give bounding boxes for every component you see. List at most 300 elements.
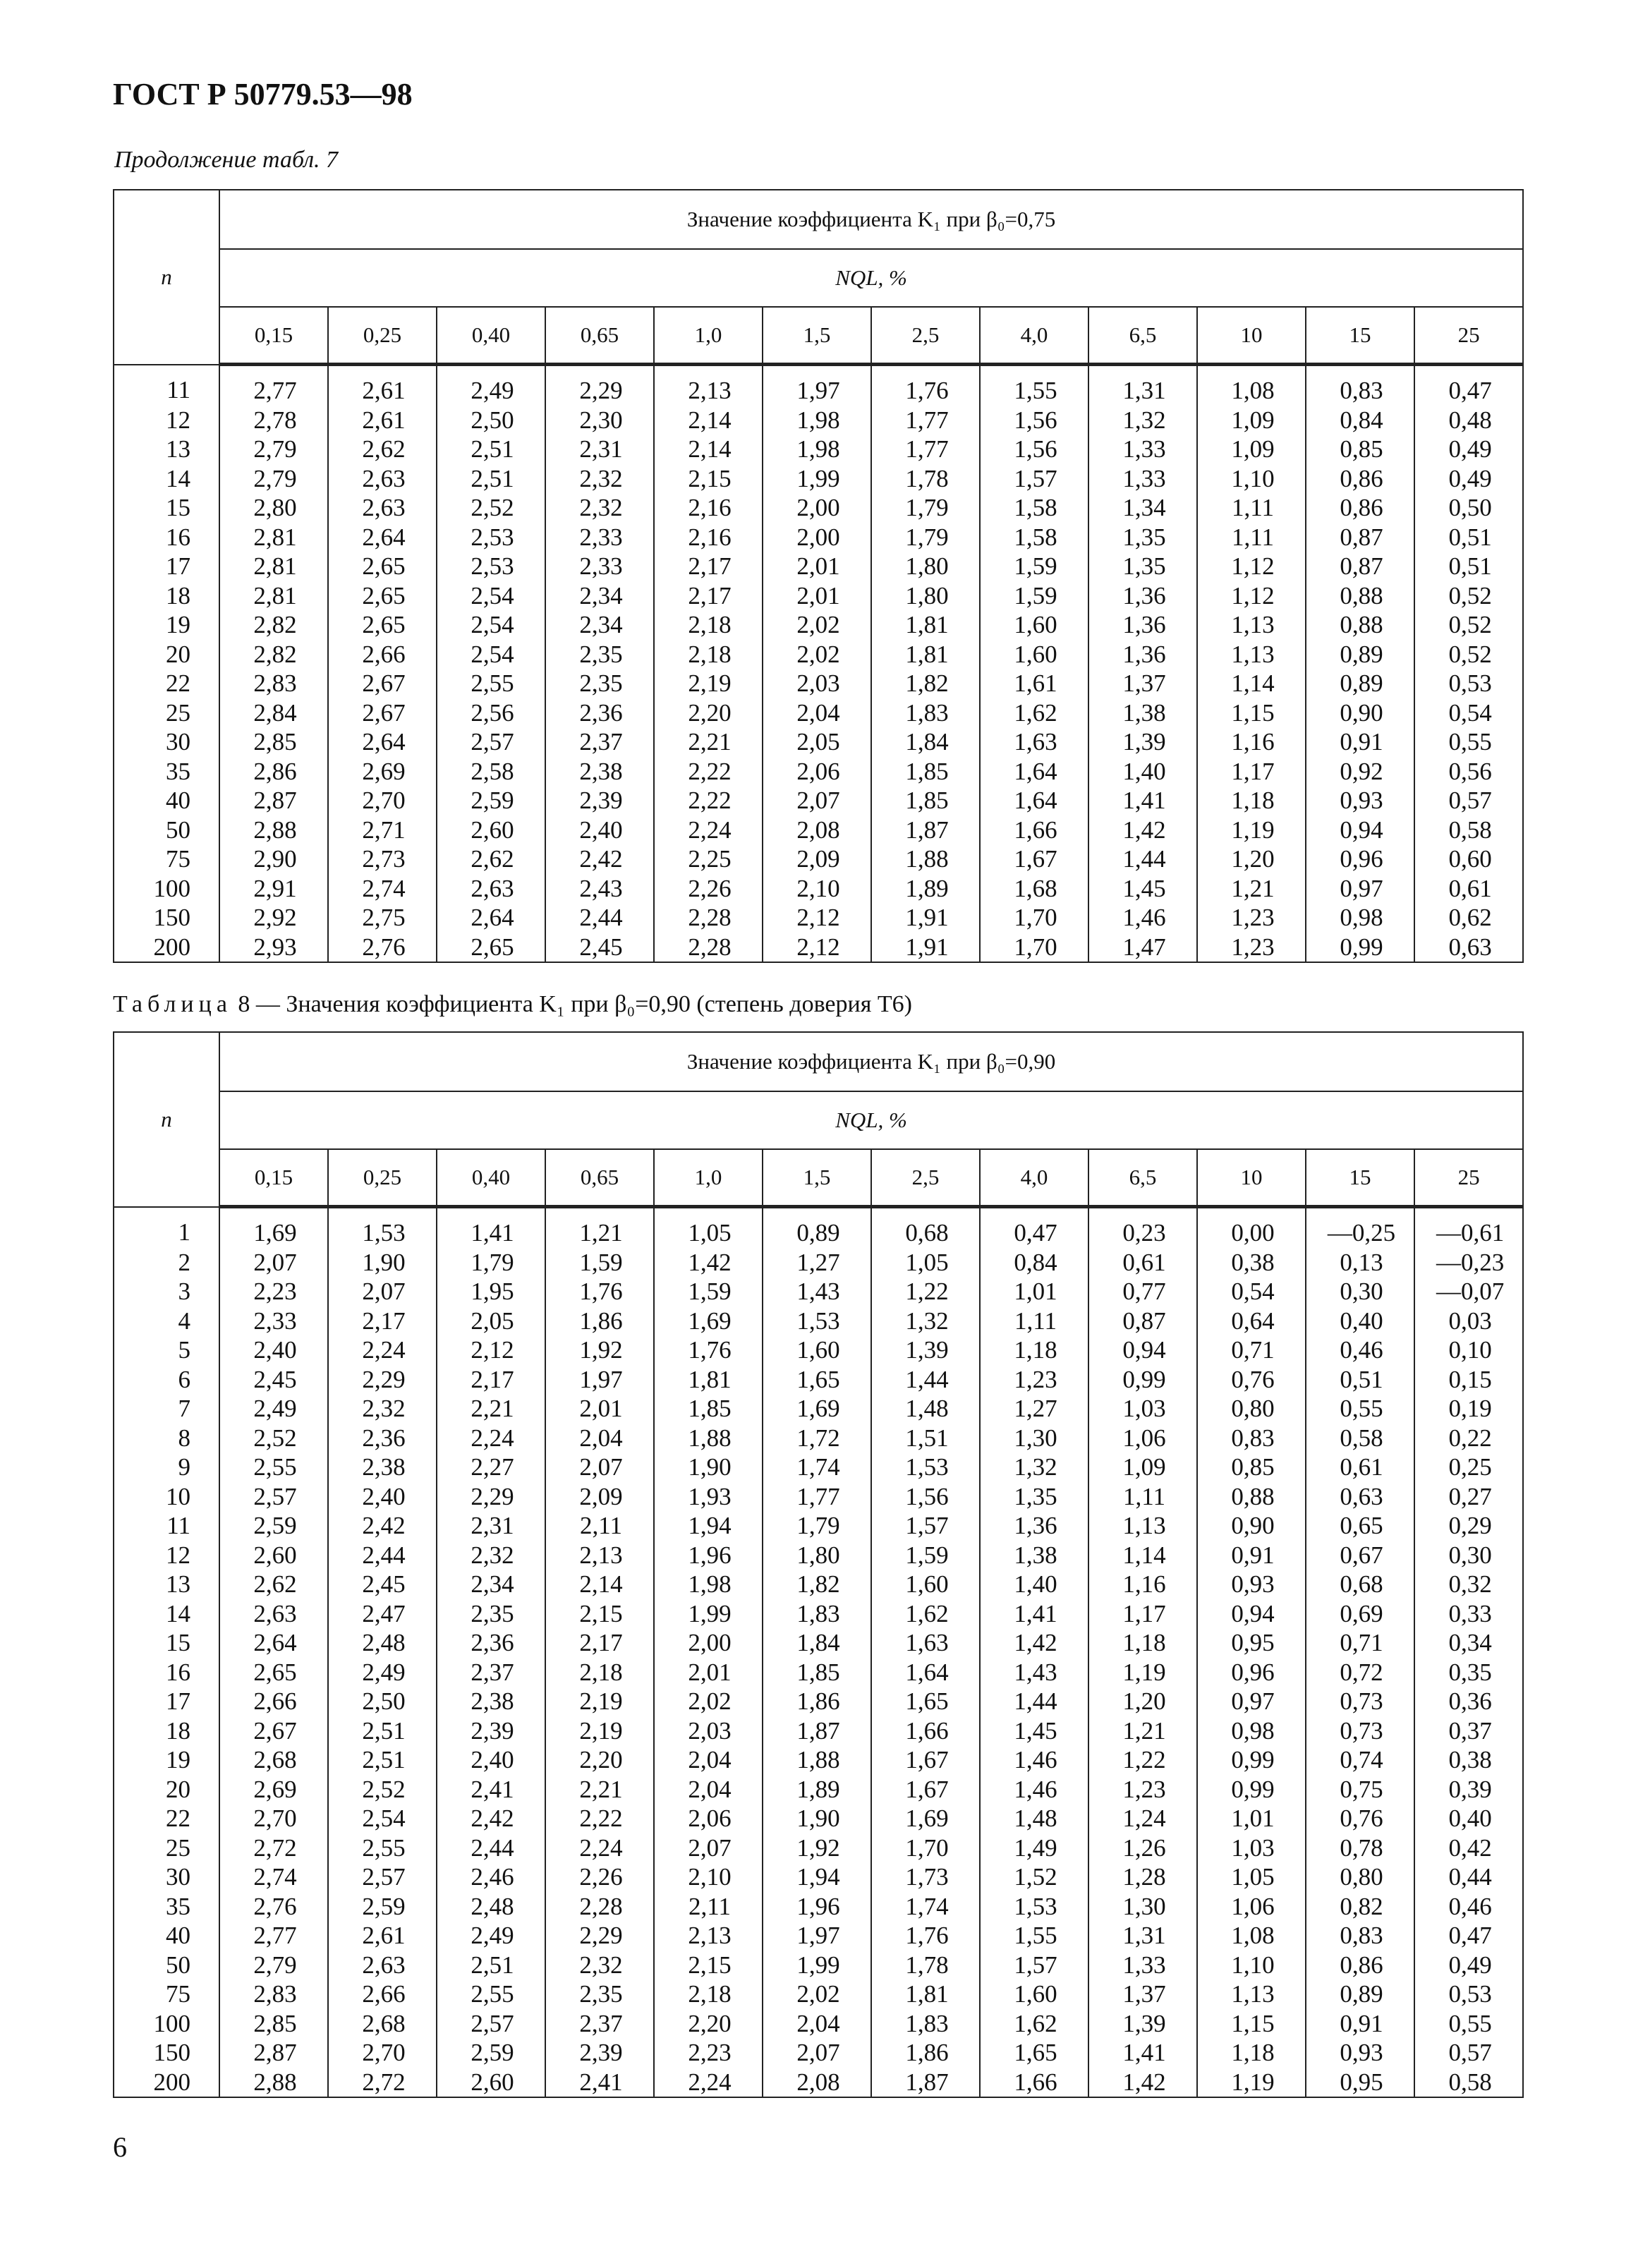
value-cell: 1,83: [871, 698, 980, 728]
value-cell: 2,07: [763, 786, 871, 815]
value-cell: 2,13: [545, 1541, 654, 1570]
value-cell: 1,56: [980, 406, 1088, 435]
value-cell: 2,18: [654, 640, 763, 669]
value-cell: 1,95: [437, 1277, 545, 1306]
value-cell: 1,16: [1197, 727, 1306, 757]
table-8: [113, 1031, 1524, 2098]
value-cell: 2,57: [328, 1862, 437, 1892]
value-cell: 1,19: [1088, 1658, 1197, 1687]
row-n-cell: 16: [114, 1658, 219, 1687]
row-n-cell: 3: [114, 1277, 219, 1306]
value-cell: 0,94: [1306, 815, 1414, 845]
row-n-cell: 16: [114, 523, 219, 552]
value-cell: 1,83: [763, 1599, 871, 1629]
value-cell: 2,11: [654, 1892, 763, 1922]
value-cell: 0,40: [1306, 1306, 1414, 1336]
value-cell: 0,95: [1306, 2068, 1414, 2098]
value-cell: 1,33: [1088, 435, 1197, 464]
value-cell: 2,83: [219, 1979, 328, 2009]
row-n-cell: 5: [114, 1335, 219, 1365]
table-row: [114, 1277, 1523, 1306]
value-cell: 2,15: [654, 1951, 763, 1980]
value-cell: 2,65: [219, 1658, 328, 1687]
value-cell: 1,36: [980, 1511, 1088, 1541]
value-cell: 2,50: [328, 1687, 437, 1716]
value-cell: 2,66: [328, 1979, 437, 2009]
value-cell: 2,17: [328, 1306, 437, 1336]
value-cell: 2,27: [437, 1453, 545, 1482]
value-cell: 0,19: [1414, 1394, 1523, 1424]
value-cell: 1,40: [980, 1570, 1088, 1599]
value-cell: 0,58: [1306, 1424, 1414, 1453]
value-cell: 2,33: [545, 523, 654, 552]
value-cell: 1,76: [654, 1335, 763, 1365]
value-cell: 1,57: [871, 1511, 980, 1541]
value-cell: 1,14: [1088, 1541, 1197, 1570]
value-cell: 1,63: [871, 1628, 980, 1658]
table-row: [114, 727, 1523, 757]
value-cell: 2,07: [545, 1453, 654, 1482]
table-row: [114, 1335, 1523, 1365]
column-header-nql: 2,5: [871, 307, 980, 365]
value-cell: 2,06: [654, 1804, 763, 1833]
value-cell: 2,18: [545, 1658, 654, 1687]
value-cell: 1,32: [871, 1306, 980, 1336]
value-cell: 1,97: [763, 365, 871, 406]
value-cell: 1,93: [654, 1482, 763, 1512]
value-cell: 0,97: [1197, 1687, 1306, 1716]
value-cell: 2,35: [545, 640, 654, 669]
value-cell: 2,22: [654, 757, 763, 787]
value-cell: 0,00: [1197, 1207, 1306, 1248]
value-cell: 1,11: [980, 1306, 1088, 1336]
value-cell: 2,32: [545, 1951, 654, 1980]
value-cell: 0,89: [763, 1207, 871, 1248]
value-cell: 2,17: [654, 581, 763, 611]
value-cell: 2,40: [328, 1482, 437, 1512]
row-n-cell: 100: [114, 2009, 219, 2039]
value-cell: 1,80: [763, 1541, 871, 1570]
value-cell: 1,79: [871, 523, 980, 552]
row-n-cell: 15: [114, 493, 219, 523]
value-cell: 1,09: [1088, 1453, 1197, 1482]
value-cell: 1,78: [871, 464, 980, 494]
value-cell: 1,72: [763, 1424, 871, 1453]
column-header-nql: 0,65: [545, 1149, 654, 1207]
value-cell: 2,57: [219, 1482, 328, 1512]
row-n-cell: 25: [114, 1833, 219, 1863]
value-cell: 2,71: [328, 815, 437, 845]
table-row: [114, 1248, 1523, 1278]
value-cell: 2,76: [219, 1892, 328, 1922]
value-cell: 2,73: [328, 844, 437, 874]
value-cell: 1,67: [980, 844, 1088, 874]
value-cell: 2,25: [654, 844, 763, 874]
value-cell: 2,24: [654, 2068, 763, 2098]
value-cell: 1,69: [763, 1394, 871, 1424]
value-cell: 2,04: [545, 1424, 654, 1453]
value-cell: 1,41: [437, 1207, 545, 1248]
value-cell: 2,53: [437, 523, 545, 552]
value-cell: 1,70: [980, 903, 1088, 933]
table-row: [114, 815, 1523, 845]
value-cell: 0,94: [1088, 1335, 1197, 1365]
value-cell: 2,93: [219, 933, 328, 963]
value-cell: 2,64: [219, 1628, 328, 1658]
value-cell: 0,61: [1414, 874, 1523, 904]
value-cell: 1,53: [763, 1306, 871, 1336]
row-n-cell: 200: [114, 933, 219, 963]
value-cell: 2,05: [437, 1306, 545, 1336]
value-cell: 1,96: [763, 1892, 871, 1922]
value-cell: 2,22: [545, 1804, 654, 1833]
value-cell: 2,87: [219, 2038, 328, 2068]
column-header-nql: 0,40: [437, 1149, 545, 1207]
value-cell: 1,77: [871, 435, 980, 464]
value-cell: 2,90: [219, 844, 328, 874]
row-n-cell: 22: [114, 669, 219, 698]
value-cell: 1,70: [871, 1833, 980, 1863]
value-cell: 1,67: [871, 1745, 980, 1775]
value-cell: 1,10: [1197, 464, 1306, 494]
value-cell: 0,91: [1306, 727, 1414, 757]
value-cell: 0,83: [1306, 365, 1414, 406]
value-cell: 1,97: [763, 1921, 871, 1951]
value-cell: 2,38: [437, 1687, 545, 1716]
value-cell: 1,98: [654, 1570, 763, 1599]
value-cell: 2,70: [328, 786, 437, 815]
value-cell: 0,90: [1306, 698, 1414, 728]
row-n-cell: 14: [114, 464, 219, 494]
value-cell: 1,69: [871, 1804, 980, 1833]
value-cell: 2,53: [437, 552, 545, 581]
value-cell: 1,55: [980, 1921, 1088, 1951]
value-cell: 1,96: [654, 1541, 763, 1570]
value-cell: 2,33: [545, 552, 654, 581]
row-n-cell: 100: [114, 874, 219, 904]
value-cell: 1,53: [980, 1892, 1088, 1922]
value-cell: 1,88: [763, 1745, 871, 1775]
value-cell: 0,71: [1197, 1335, 1306, 1365]
value-cell: 0,99: [1197, 1745, 1306, 1775]
value-cell: 1,30: [980, 1424, 1088, 1453]
value-cell: 1,34: [1088, 493, 1197, 523]
value-cell: 2,49: [219, 1394, 328, 1424]
value-cell: 1,36: [1088, 610, 1197, 640]
value-cell: 0,78: [1306, 1833, 1414, 1863]
value-cell: 2,62: [219, 1570, 328, 1599]
value-cell: 2,59: [328, 1892, 437, 1922]
column-headers-row: [114, 1149, 1523, 1207]
table-row: [114, 1658, 1523, 1687]
value-cell: 2,56: [437, 698, 545, 728]
value-cell: 2,26: [545, 1862, 654, 1892]
column-header-nql: 4,0: [980, 307, 1088, 365]
value-cell: 2,38: [545, 757, 654, 787]
column-header-nql: 25: [1414, 1149, 1523, 1207]
value-cell: 0,64: [1197, 1306, 1306, 1336]
value-cell: 2,22: [654, 786, 763, 815]
value-cell: 0,30: [1414, 1541, 1523, 1570]
value-cell: 0,71: [1306, 1628, 1414, 1658]
value-cell: 1,81: [871, 610, 980, 640]
value-cell: 2,29: [328, 1365, 437, 1395]
value-cell: 1,84: [763, 1628, 871, 1658]
value-cell: 2,26: [654, 874, 763, 904]
value-cell: 2,81: [219, 523, 328, 552]
value-cell: 2,60: [437, 2068, 545, 2098]
value-cell: 2,35: [545, 669, 654, 698]
table-row: [114, 1892, 1523, 1922]
value-cell: 0,30: [1306, 1277, 1414, 1306]
column-header-nql: 6,5: [1088, 1149, 1197, 1207]
value-cell: 1,39: [1088, 2009, 1197, 2039]
value-cell: 2,64: [328, 523, 437, 552]
value-cell: 1,64: [980, 786, 1088, 815]
value-cell: 0,85: [1197, 1453, 1306, 1482]
value-cell: 1,65: [763, 1365, 871, 1395]
table-row: [114, 1482, 1523, 1512]
value-cell: 2,18: [654, 1979, 763, 2009]
table-7-continuation: [113, 189, 1524, 963]
row-n-cell: 40: [114, 786, 219, 815]
value-cell: 1,67: [871, 1775, 980, 1805]
value-cell: 0,86: [1306, 1951, 1414, 1980]
row-n-cell: 150: [114, 903, 219, 933]
value-cell: 2,55: [437, 669, 545, 698]
value-cell: 2,79: [219, 435, 328, 464]
value-cell: 1,08: [1197, 365, 1306, 406]
value-cell: 2,39: [437, 1716, 545, 1746]
row-n-cell: 75: [114, 844, 219, 874]
value-cell: 2,51: [328, 1745, 437, 1775]
table-row: [114, 464, 1523, 494]
value-cell: 1,23: [1197, 933, 1306, 963]
value-cell: 1,15: [1197, 698, 1306, 728]
value-cell: 0,37: [1414, 1716, 1523, 1746]
value-cell: 2,52: [437, 493, 545, 523]
value-cell: 0,74: [1306, 1745, 1414, 1775]
row-n-cell: 14: [114, 1599, 219, 1629]
value-cell: 1,05: [654, 1207, 763, 1248]
value-cell: 0,52: [1414, 610, 1523, 640]
value-cell: 2,07: [219, 1248, 328, 1278]
column-header-nql: 0,15: [219, 1149, 328, 1207]
value-cell: 0,68: [871, 1207, 980, 1248]
row-n-cell: 19: [114, 1745, 219, 1775]
value-cell: 0,50: [1414, 493, 1523, 523]
value-cell: 0,77: [1088, 1277, 1197, 1306]
value-cell: 0,73: [1306, 1687, 1414, 1716]
value-cell: 2,39: [545, 786, 654, 815]
value-cell: 2,14: [654, 435, 763, 464]
table-row: [114, 435, 1523, 464]
column-header-nql: 0,65: [545, 307, 654, 365]
value-cell: 2,35: [437, 1599, 545, 1629]
value-cell: 0,91: [1306, 2009, 1414, 2039]
value-cell: 1,90: [328, 1248, 437, 1278]
value-cell: 2,83: [219, 669, 328, 698]
value-cell: 0,91: [1197, 1541, 1306, 1570]
row-n-cell: 50: [114, 815, 219, 845]
value-cell: 1,46: [980, 1745, 1088, 1775]
value-cell: 2,14: [654, 406, 763, 435]
value-cell: 2,07: [654, 1833, 763, 1863]
value-cell: 2,38: [328, 1453, 437, 1482]
value-cell: 2,44: [437, 1833, 545, 1863]
value-cell: 1,06: [1197, 1892, 1306, 1922]
value-cell: 0,93: [1197, 1570, 1306, 1599]
value-cell: 2,04: [763, 698, 871, 728]
value-cell: 2,21: [545, 1775, 654, 1805]
row-n-cell: 10: [114, 1482, 219, 1512]
value-cell: 2,04: [654, 1775, 763, 1805]
value-cell: 1,92: [545, 1335, 654, 1365]
value-cell: 0,88: [1197, 1482, 1306, 1512]
table-row: [114, 2068, 1523, 2098]
row-n-cell: 4: [114, 1306, 219, 1336]
table-row: [114, 669, 1523, 698]
value-cell: 1,53: [871, 1453, 980, 1482]
value-cell: 2,05: [763, 727, 871, 757]
value-cell: 1,89: [871, 874, 980, 904]
value-cell: 0,49: [1414, 464, 1523, 494]
value-cell: 2,07: [763, 2038, 871, 2068]
value-cell: 2,15: [654, 464, 763, 494]
value-cell: 2,40: [219, 1335, 328, 1365]
value-cell: 2,42: [437, 1804, 545, 1833]
value-cell: 1,18: [1197, 786, 1306, 815]
value-cell: 1,84: [871, 727, 980, 757]
value-cell: 1,66: [871, 1716, 980, 1746]
value-cell: 0,99: [1306, 933, 1414, 963]
value-cell: 2,01: [545, 1394, 654, 1424]
column-header-nql: 15: [1306, 307, 1414, 365]
table-row: [114, 1541, 1523, 1570]
value-cell: 1,76: [871, 1921, 980, 1951]
value-cell: 1,86: [545, 1306, 654, 1336]
value-cell: 2,70: [219, 1804, 328, 1833]
value-cell: 0,86: [1306, 493, 1414, 523]
value-cell: 2,29: [545, 1921, 654, 1951]
value-cell: 2,00: [763, 493, 871, 523]
value-cell: 0,49: [1414, 1951, 1523, 1980]
row-n-cell: 9: [114, 1453, 219, 1482]
value-cell: 2,63: [328, 464, 437, 494]
value-cell: 0,57: [1414, 2038, 1523, 2068]
value-cell: 1,73: [871, 1862, 980, 1892]
value-cell: 2,67: [328, 698, 437, 728]
value-cell: 1,23: [980, 1365, 1088, 1395]
value-cell: 2,91: [219, 874, 328, 904]
value-cell: 1,45: [980, 1716, 1088, 1746]
value-cell: 2,12: [437, 1335, 545, 1365]
column-header-nql: 10: [1197, 307, 1306, 365]
row-n-cell: 7: [114, 1394, 219, 1424]
value-cell: 1,03: [1197, 1833, 1306, 1863]
value-cell: 1,30: [1088, 1892, 1197, 1922]
value-cell: 0,99: [1197, 1775, 1306, 1805]
table-row: [114, 933, 1523, 963]
value-cell: 2,40: [437, 1745, 545, 1775]
value-cell: 1,60: [980, 640, 1088, 669]
value-cell: 1,18: [1088, 1628, 1197, 1658]
row-n-cell: 11: [114, 1511, 219, 1541]
value-cell: 0,76: [1306, 1804, 1414, 1833]
table-row: [114, 1833, 1523, 1863]
value-cell: 1,98: [763, 435, 871, 464]
value-cell: 2,61: [328, 406, 437, 435]
value-cell: 1,27: [763, 1248, 871, 1278]
value-cell: 2,60: [219, 1541, 328, 1570]
value-cell: 0,38: [1414, 1745, 1523, 1775]
value-cell: 2,65: [437, 933, 545, 963]
value-cell: 0,53: [1414, 669, 1523, 698]
value-cell: 2,29: [437, 1482, 545, 1512]
value-cell: 2,32: [545, 464, 654, 494]
value-cell: 0,47: [1414, 1921, 1523, 1951]
row-n-cell: 30: [114, 1862, 219, 1892]
value-cell: 1,76: [871, 365, 980, 406]
value-cell: 2,63: [328, 1951, 437, 1980]
value-cell: 1,53: [328, 1207, 437, 1248]
value-cell: 1,69: [219, 1207, 328, 1248]
value-cell: 2,47: [328, 1599, 437, 1629]
value-cell: 2,79: [219, 1951, 328, 1980]
row-n-cell: 18: [114, 581, 219, 611]
value-cell: 2,75: [328, 903, 437, 933]
value-cell: 1,01: [980, 1277, 1088, 1306]
value-cell: 0,96: [1306, 844, 1414, 874]
value-cell: 1,69: [654, 1306, 763, 1336]
value-cell: 1,11: [1088, 1482, 1197, 1512]
value-cell: 1,77: [763, 1482, 871, 1512]
value-cell: 1,94: [763, 1862, 871, 1892]
value-cell: 1,63: [980, 727, 1088, 757]
value-cell: 0,76: [1197, 1365, 1306, 1395]
value-cell: 2,57: [437, 2009, 545, 2039]
value-cell: 1,62: [980, 698, 1088, 728]
value-cell: 1,24: [1088, 1804, 1197, 1833]
column-header-nql: 6,5: [1088, 307, 1197, 365]
value-cell: 2,33: [219, 1306, 328, 1336]
value-cell: 0,87: [1088, 1306, 1197, 1336]
table-row: [114, 1599, 1523, 1629]
value-cell: 2,78: [219, 406, 328, 435]
value-cell: 2,66: [328, 640, 437, 669]
value-cell: 2,24: [654, 815, 763, 845]
table-row: [114, 493, 1523, 523]
value-cell: 0,27: [1414, 1482, 1523, 1512]
value-cell: 0,52: [1414, 581, 1523, 611]
value-cell: 2,21: [654, 727, 763, 757]
value-cell: 1,60: [980, 610, 1088, 640]
value-cell: 2,12: [763, 903, 871, 933]
value-cell: 2,02: [763, 610, 871, 640]
value-cell: 2,79: [219, 464, 328, 494]
value-cell: 0,47: [1414, 365, 1523, 406]
value-cell: 1,79: [763, 1511, 871, 1541]
value-cell: 0,63: [1414, 933, 1523, 963]
value-cell: 1,94: [654, 1511, 763, 1541]
table-row: [114, 698, 1523, 728]
value-cell: 1,49: [980, 1833, 1088, 1863]
value-cell: 0,52: [1414, 640, 1523, 669]
value-cell: 2,36: [437, 1628, 545, 1658]
value-cell: 2,58: [437, 757, 545, 787]
value-cell: 0,88: [1306, 581, 1414, 611]
value-cell: 2,81: [219, 581, 328, 611]
